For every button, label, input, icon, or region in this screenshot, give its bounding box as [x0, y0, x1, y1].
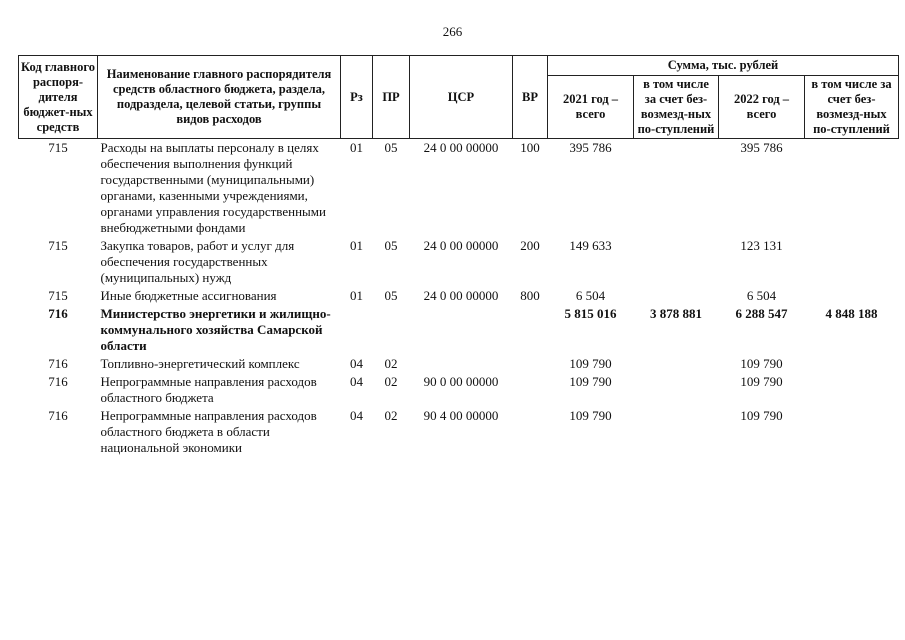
row-sum-2021: 109 790 — [569, 374, 612, 389]
row-vr — [513, 407, 548, 457]
row-pr — [373, 305, 410, 355]
row-free-2022 — [805, 373, 899, 407]
row-sum-2022: 123 131 — [740, 238, 783, 253]
row-sum-2021: 6 504 — [575, 288, 606, 303]
row-name: Расходы на выплаты персоналу в целях обеспечения выполнения функций государственными (муниципальными) органами, казенными учреждениями, органами управления государственными внебюджетными фондами — [100, 140, 326, 235]
row-rz: 04 — [350, 374, 363, 389]
header-2022-free: в том числе за счет без-возмезд-ных по-ступлений — [805, 76, 899, 139]
row-rz: 04 — [350, 356, 363, 371]
row-rz — [341, 305, 373, 355]
row-csr — [410, 355, 513, 373]
row-vr — [513, 355, 548, 373]
row-free-2021 — [634, 237, 719, 287]
header-code: Код главного распоря-дителя бюджет-ных средств — [19, 56, 98, 139]
row-free-2022: 4 848 188 — [825, 306, 878, 321]
row-sum-2021: 395 786 — [569, 140, 612, 155]
row-sum-2022: 6 288 547 — [735, 306, 788, 321]
row-vr — [513, 305, 548, 355]
row-code: 715 — [48, 288, 68, 303]
row-code: 716 — [48, 356, 68, 371]
row-rz: 04 — [350, 408, 363, 423]
row-vr: 100 — [520, 140, 540, 155]
row-pr: 02 — [384, 356, 398, 371]
page-number: 266 — [442, 24, 463, 39]
row-pr: 02 — [384, 374, 398, 389]
table-row — [19, 139, 899, 238]
table-row — [19, 237, 899, 287]
row-free-2022 — [805, 355, 899, 373]
header-name: Наименование главного распорядителя средств областного бюджета, раздела, подраздела, целевой статьи, группы видов расходов — [98, 56, 341, 139]
header-pr: ПР — [373, 56, 410, 139]
header-2021-free: в том числе за счет без-возмезд-ных по-ступлений — [634, 76, 719, 139]
row-code: 715 — [48, 238, 68, 253]
budget-table — [18, 55, 899, 457]
row-rz: 01 — [350, 238, 363, 253]
table-row — [19, 355, 899, 373]
row-code: 716 — [48, 374, 68, 389]
row-free-2021: 3 878 881 — [650, 306, 702, 321]
header-csr: ЦСР — [410, 56, 513, 139]
row-name: Иные бюджетные ассигнования — [100, 288, 277, 303]
row-csr: 24 0 00 00000 — [423, 288, 499, 303]
row-free-2021 — [634, 373, 719, 407]
row-free-2022 — [805, 407, 899, 457]
table-body — [19, 139, 899, 458]
row-free-2022 — [805, 287, 899, 305]
row-name: Топливно-энергетический комплекс — [100, 356, 300, 371]
row-code: 715 — [48, 140, 68, 155]
row-free-2021 — [634, 287, 719, 305]
row-sum-2022: 395 786 — [740, 140, 783, 155]
row-free-2021 — [634, 355, 719, 373]
row-csr: 90 0 00 00000 — [423, 374, 499, 389]
row-sum-2022: 6 504 — [746, 288, 777, 303]
header-sum-group: Сумма, тыс. рублей — [548, 56, 899, 76]
row-pr: 05 — [384, 238, 398, 253]
row-sum-2021: 149 633 — [569, 238, 612, 253]
row-sum-2021: 5 815 016 — [564, 306, 617, 321]
row-sum-2021: 109 790 — [569, 356, 612, 371]
row-name: Министерство энергетики и жилищно-коммунального хозяйства Самарской области — [100, 306, 331, 353]
row-pr: 02 — [384, 408, 398, 423]
table-row — [19, 373, 899, 407]
row-free-2022 — [805, 237, 899, 287]
row-name: Непрограммные направления расходов областного бюджета в области национальной экономики — [100, 408, 317, 455]
header-2021-total: 2021 год – всего — [548, 76, 634, 139]
row-code: 716 — [48, 408, 68, 423]
header-2022-total: 2022 год – всего — [719, 76, 805, 139]
row-code: 716 — [48, 306, 68, 321]
row-vr: 200 — [520, 238, 540, 253]
row-rz: 01 — [350, 140, 363, 155]
table-row — [19, 407, 899, 457]
row-free-2021 — [634, 407, 719, 457]
row-rz: 01 — [350, 288, 363, 303]
header-rz: Рз — [341, 56, 373, 139]
row-sum-2022: 109 790 — [740, 408, 783, 423]
row-sum-2022: 109 790 — [740, 374, 783, 389]
row-sum-2021: 109 790 — [569, 408, 612, 423]
row-vr: 800 — [520, 288, 540, 303]
row-csr: 24 0 00 00000 — [423, 238, 499, 253]
row-csr: 24 0 00 00000 — [423, 140, 499, 155]
row-name: Непрограммные направления расходов областного бюджета — [100, 374, 317, 405]
row-pr: 05 — [384, 288, 398, 303]
row-vr — [513, 373, 548, 407]
row-csr: 90 4 00 00000 — [423, 408, 499, 423]
row-name: Закупка товаров, работ и услуг для обеспечения государственных (муниципальных) нужд — [100, 238, 295, 285]
table-row — [19, 305, 899, 355]
row-csr — [410, 305, 513, 355]
row-free-2022 — [805, 139, 899, 238]
table-header — [19, 56, 899, 139]
row-pr: 05 — [384, 140, 398, 155]
table-row — [19, 287, 899, 305]
row-free-2021 — [634, 139, 719, 238]
row-sum-2022: 109 790 — [740, 356, 783, 371]
header-vr: ВР — [513, 56, 548, 139]
